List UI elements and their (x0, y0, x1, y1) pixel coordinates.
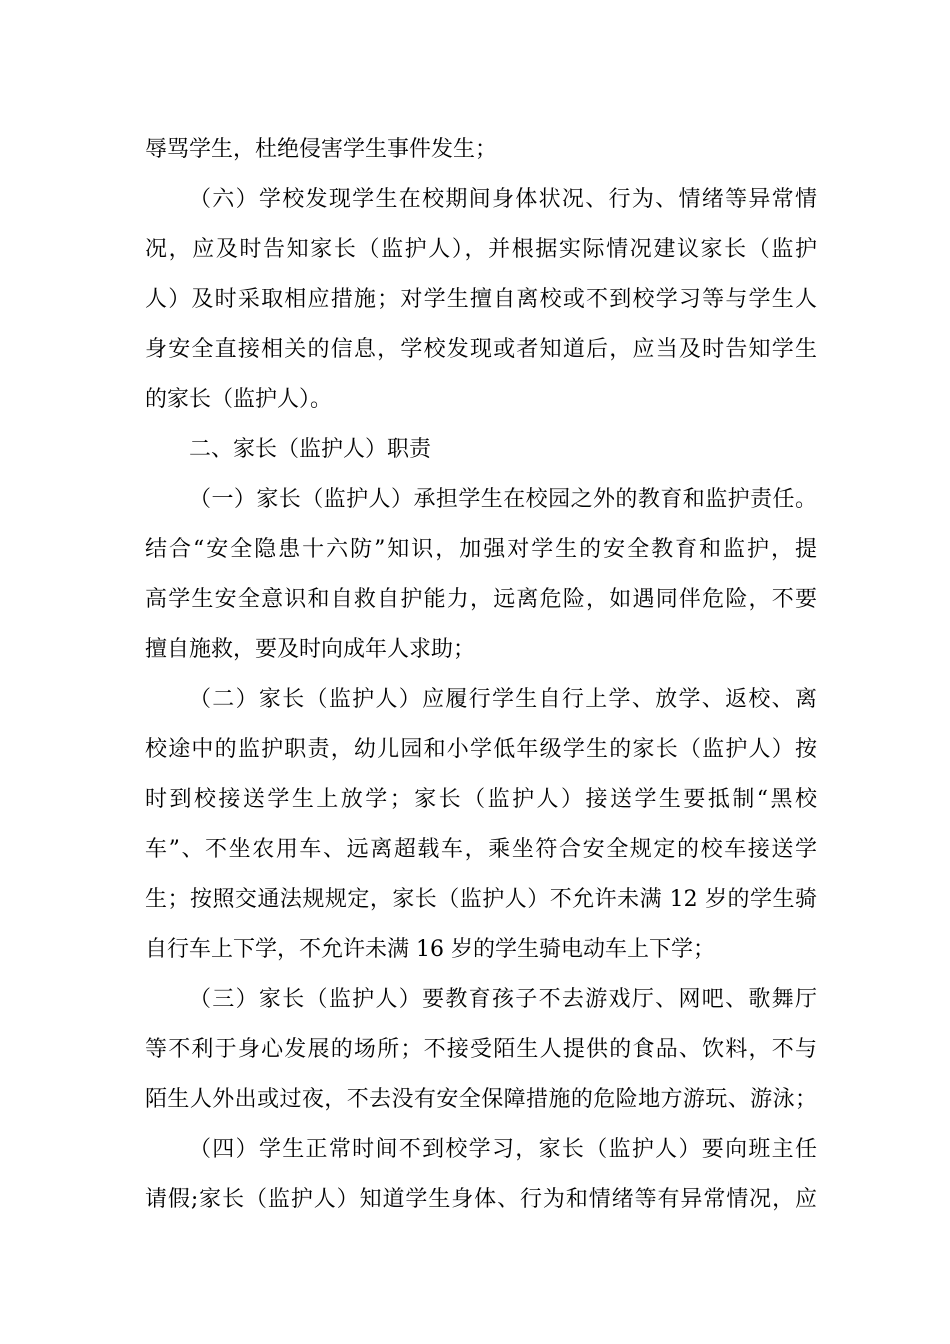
text-line: 陌生人外出或过夜，不去没有安全保障措施的危险地方游玩、游泳； (145, 1087, 817, 1112)
text-line: 时到校接送学生上放学；家长（监护人）接送学生要抵制“黑校 (145, 787, 817, 812)
text-line: 高学生安全意识和自救自护能力，远离危险，如遇同伴危险，不要 (145, 587, 817, 612)
text-line: （四）学生正常时间不到校学习，家长（监护人）要向班主任 (189, 1137, 817, 1162)
text-line: 生；按照交通法规规定，家长（监护人）不允许未满 12 岁的学生骑 (145, 887, 817, 912)
text-line: （六）学校发现学生在校期间身体状况、行为、情绪等异常情 (189, 187, 817, 212)
text-line: （三）家长（监护人）要教育孩子不去游戏厅、网吧、歌舞厅 (189, 987, 817, 1012)
document-body (145, 125, 817, 1225)
text-line: 辱骂学生，杜绝侵害学生事件发生； (145, 137, 498, 162)
text-line: 结合“安全隐患十六防”知识，加强对学生的安全教育和监护，提 (145, 537, 817, 562)
text-line: 人）及时采取相应措施；对学生擅自离校或不到校学习等与学生人 (145, 287, 817, 312)
text-line: 车”、不坐农用车、远离超载车，乘坐符合安全规定的校车接送学 (145, 837, 817, 862)
text-line: 身安全直接相关的信息，学校发现或者知道后，应当及时告知学生 (145, 337, 817, 362)
text-line: 况，应及时告知家长（监护人），并根据实际情况建议家长（监护 (145, 237, 817, 262)
text-line: （二）家长（监护人）应履行学生自行上学、放学、返校、离 (189, 687, 817, 712)
text-line: 二、家长（监护人）职责 (189, 437, 432, 462)
text-line: （一）家长（监护人）承担学生在校园之外的教育和监护责任。 (189, 487, 817, 512)
text-line: 的家长（监护人）。 (145, 387, 333, 412)
text-line: 自行车上下学，不允许未满 16 岁的学生骑电动车上下学； (145, 937, 715, 962)
text-line: 等不利于身心发展的场所；不接受陌生人提供的食品、饮料，不与 (145, 1037, 817, 1062)
text-line: 请假;家长（监护人）知道学生身体、行为和情绪等有异常情况，应 (145, 1187, 817, 1212)
text-line: 校途中的监护职责，幼儿园和小学低年级学生的家长（监护人）按 (145, 737, 817, 762)
text-line: 擅自施救，要及时向成年人求助； (145, 637, 476, 662)
